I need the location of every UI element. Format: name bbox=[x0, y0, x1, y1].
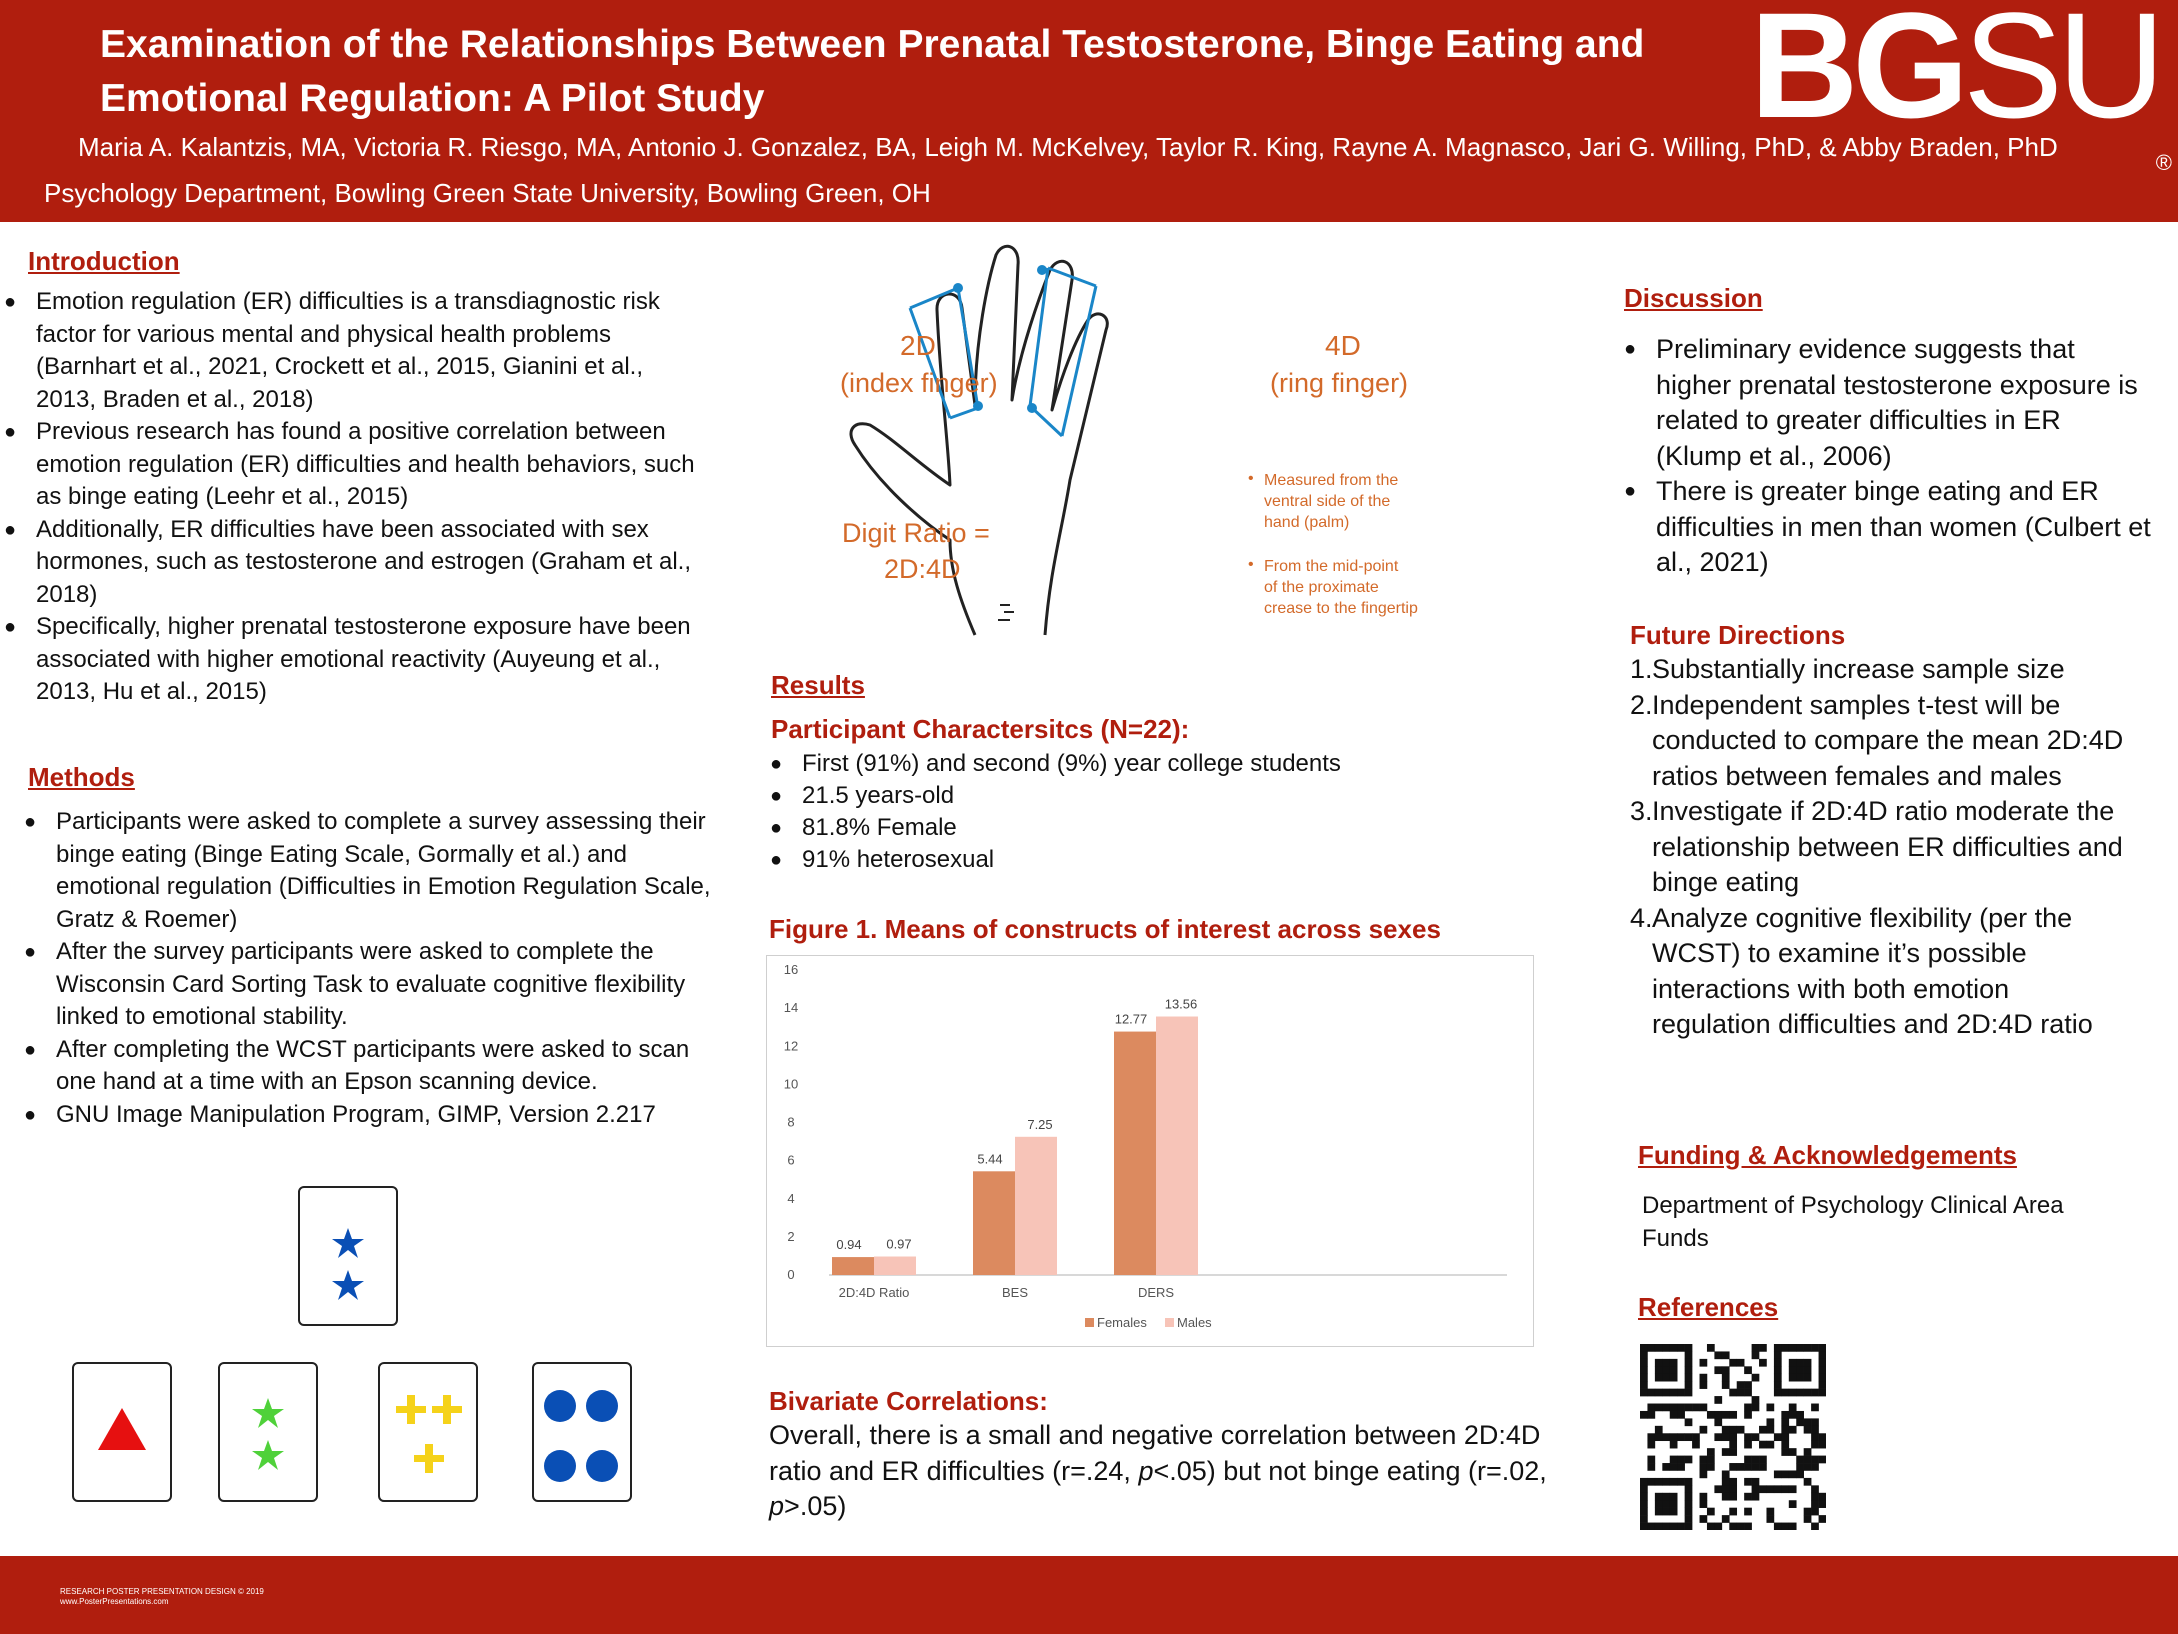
legend-label: Males bbox=[1177, 1315, 1212, 1330]
data-label: 7.25 bbox=[1027, 1116, 1053, 1132]
bar-females bbox=[973, 1171, 1015, 1275]
figure-title: Figure 1. Means of constructs of interest across sexes bbox=[769, 914, 1441, 944]
y-tick-label: 2 bbox=[787, 1228, 795, 1244]
list-item: ● Specifically, higher prenatal testosterone exposure have been associated with higher emotional reactivity (Auyeung et al., 2013, Hu et al., 2015) bbox=[12, 611, 702, 709]
y-tick-label: 0 bbox=[787, 1267, 795, 1282]
data-label: 13.56 bbox=[1164, 996, 1198, 1012]
red-triangle-icon bbox=[74, 1364, 170, 1500]
authors: Maria A. Kalantzis, MA, Victoria R. Riesgo, MA, Antonio J. Gonzalez, BA, Leigh M. McKelvey, Taylor R. King, Rayne A. Magnasco, Jari G. Willing, PhD, & Abby Braden, PhD bbox=[78, 132, 2058, 162]
funding-heading: Funding & Acknowledgements bbox=[1638, 1140, 2017, 1170]
future-directions-heading: Future Directions bbox=[1630, 620, 1846, 650]
legend-swatch bbox=[1085, 1318, 1094, 1327]
affiliation: Psychology Department, Bowling Green State University, Bowling Green, OH bbox=[44, 178, 931, 208]
label-index-finger: (index finger) bbox=[840, 368, 998, 398]
data-label: 5.44 bbox=[977, 1151, 1003, 1167]
legend-label: Females bbox=[1097, 1315, 1147, 1330]
y-tick-label: 10 bbox=[783, 1076, 799, 1092]
y-tick-label: 14 bbox=[783, 1000, 799, 1016]
x-tick-label: DERS bbox=[1137, 1285, 1175, 1300]
discussion-heading: Discussion bbox=[1624, 283, 1763, 313]
bullet-dot: • bbox=[1248, 470, 1254, 487]
bar-females bbox=[1114, 1032, 1156, 1275]
wcst-card-3 bbox=[378, 1362, 478, 1502]
footer-credit[interactable]: RESEARCH POSTER PRESENTATION DESIGN © 2019 www.PosterPresentations.com bbox=[60, 1587, 264, 1606]
y-tick-label: 8 bbox=[787, 1114, 795, 1130]
future-directions-list bbox=[1628, 652, 2128, 1043]
y-tick-label: 4 bbox=[787, 1190, 795, 1206]
list-item: 1. Substantially increase sample size bbox=[1630, 654, 2065, 684]
footer-banner bbox=[0, 1556, 2178, 1634]
label-4d: 4D bbox=[1325, 330, 1361, 361]
three-yellow-crosses-icon bbox=[380, 1364, 476, 1500]
wcst-card-4 bbox=[532, 1362, 632, 1502]
list-item: ● After the survey participants were asked to complete the Wisconsin Card Sorting Task to evaluate cognitive flexibility linked to emotional stability. bbox=[32, 936, 722, 1034]
list-item: 2. Independent samples t-test will be conducted to compare the mean 2D:4D ratios between females and males bbox=[1630, 689, 2124, 791]
two-blue-stars-icon bbox=[300, 1188, 396, 1324]
y-tick-label: 6 bbox=[787, 1152, 795, 1168]
methods-list bbox=[32, 806, 722, 1131]
participants-heading: Participant Charactersitcs (N=22): bbox=[771, 714, 1190, 744]
bgsu-logo: BGSU ® bbox=[1750, 0, 2172, 175]
references-qr-code[interactable] bbox=[1640, 1344, 1826, 1530]
bar-males bbox=[874, 1257, 916, 1275]
data-label: 0.97 bbox=[886, 1236, 912, 1252]
bar-females bbox=[832, 1257, 874, 1275]
bullet-dot: • bbox=[1248, 556, 1254, 573]
two-green-stars-icon bbox=[220, 1364, 316, 1500]
list-item: ● 21.5 years-old bbox=[778, 780, 1478, 812]
list-item: ● 81.8% Female bbox=[778, 812, 1478, 844]
data-label: 0.94 bbox=[836, 1237, 862, 1253]
introduction-heading: Introduction bbox=[28, 246, 180, 276]
wcst-card-2 bbox=[218, 1362, 318, 1502]
wcst-target-card bbox=[298, 1186, 398, 1326]
correlations-text: Overall, there is a small and negative correlation between 2D:4D ratio and ER difficulties (r=.24, p<.05) but not binge eating (r=.02, p>.05) bbox=[769, 1420, 1547, 1521]
list-item: ● First (91%) and second (9%) year college students bbox=[778, 748, 1478, 780]
bar-chart-frame bbox=[766, 955, 1534, 1347]
list-item: ● Participants were asked to complete a survey assessing their binge eating (Binge Eating Scale, Gormally et al.) and emotional regulation (Difficulties in Emotion Regulation Scale, Gratz & Roemer) bbox=[32, 806, 722, 936]
list-item: ● After completing the WCST participants were asked to scan one hand at a time with an Epson scanning device. bbox=[32, 1034, 722, 1099]
measurement-lines bbox=[910, 268, 1096, 436]
funding-text: Department of Psychology Clinical Area Funds bbox=[1642, 1192, 2064, 1252]
methods-heading: Methods bbox=[28, 762, 135, 792]
bar-chart bbox=[767, 956, 1533, 1346]
references-heading: References bbox=[1638, 1292, 1779, 1322]
four-blue-circles-icon bbox=[534, 1364, 630, 1500]
list-item: ● Preliminary evidence suggests that higher prenatal testosterone exposure is related to greater difficulties in ER (Klump et al., 2006) bbox=[1632, 332, 2152, 474]
introduction-list bbox=[12, 286, 702, 709]
y-tick-label: 16 bbox=[783, 962, 799, 977]
digit-ratio-label: Digit Ratio = bbox=[842, 518, 990, 548]
list-item: 3. Investigate if 2D:4D ratio moderate the relationship between ER difficulties and binge eating bbox=[1630, 796, 2123, 897]
data-label: 12.77 bbox=[1114, 1011, 1148, 1027]
poster-title: Examination of the Relationships Between Prenatal Testosterone, Binge Eating and Emotional Regulation: A Pilot Study bbox=[100, 23, 1645, 120]
results-heading: Results bbox=[771, 670, 865, 700]
discussion-list bbox=[1632, 332, 2152, 581]
list-item: ● 91% heterosexual bbox=[778, 844, 1478, 876]
digit-ratio-formula: 2D:4D bbox=[884, 554, 961, 584]
list-item: ● Emotion regulation (ER) difficulties is a transdiagnostic risk factor for various mental and physical health problems (Barnhart et al., 2021, Crockett et al., 2015, Gianini et al., 2013, Braden et al., 2018) bbox=[12, 286, 702, 416]
x-tick-label: 2D:4D Ratio bbox=[838, 1285, 910, 1300]
y-tick-label: 12 bbox=[783, 1038, 799, 1054]
bar-males bbox=[1015, 1137, 1057, 1275]
bar-males bbox=[1156, 1017, 1198, 1275]
legend-swatch bbox=[1165, 1318, 1174, 1327]
list-item: ● GNU Image Manipulation Program, GIMP, Version 2.217 bbox=[32, 1099, 722, 1132]
x-tick-label: BES bbox=[1001, 1285, 1029, 1300]
correlations-heading: Bivariate Correlations: bbox=[769, 1386, 1048, 1416]
wcst-card-1 bbox=[72, 1362, 172, 1502]
participants-list bbox=[778, 748, 1478, 876]
label-2d: 2D bbox=[900, 330, 936, 361]
list-item: 4. Analyze cognitive flexibility (per the WCST) to examine it’s possible interactions with both emotion regulation difficulties and 2D:4D ratio bbox=[1630, 902, 2093, 1039]
list-item: ● There is greater binge eating and ER difficulties in men than women (Culbert et al., 2021) bbox=[1632, 474, 2152, 581]
hand-note-crease: From the mid-point of the proximate crease to the fingertip bbox=[1264, 558, 1418, 617]
hand-note-ventral: Measured from the ventral side of the hand (palm) bbox=[1264, 472, 1399, 531]
list-item: ● Previous research has found a positive correlation between emotion regulation (ER) difficulties and health behaviors, such as binge eating (Leehr et al., 2015) bbox=[12, 416, 702, 514]
label-ring-finger: (ring finger) bbox=[1270, 368, 1409, 398]
list-item: ● Additionally, ER difficulties have been associated with sex hormones, such as testosterone and estrogen (Graham et al., 2018) bbox=[12, 514, 702, 612]
